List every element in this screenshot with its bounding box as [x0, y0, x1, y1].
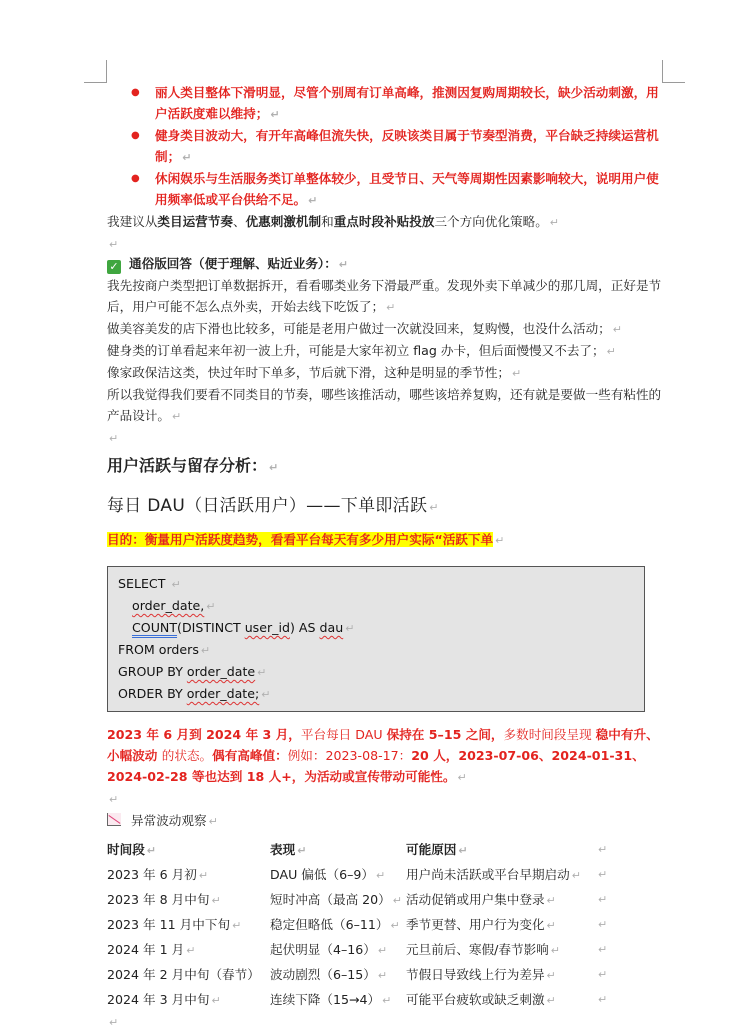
plain-line-4: 像家政保洁这类，快过年时下单多，节后就下滑，这种是明显的季节性； ↵ — [107, 365, 522, 380]
bullet-leisure: ● 休闲娱乐与生活服务类订单整体较少，且受节日、天气等周期性因素影响较大，说明用户使用频率低或平台供给不足。 ↵ — [107, 168, 667, 211]
document-page: ● 丽人类目整体下滑明显，尽管个别周有订单高峰，推测因复购周期较长，缺少活动刺激，用户活跃度难以维持； ↵ ● 健身类目波动大，有开年高峰但流失快，反映该类目属于节奏型消费，平台缺乏持续运营机制； ↵ ● 休闲娱乐与生活服务类订单整体较少，且受节日、天气等周期性因素影响较大，说明用户使用频率低或平台供给不足。 ↵ 我建议从类目运营节奏、优惠刺激机制和重点时段补贴投放三个方向优化策略。 ↵ ↵ ✓ 通俗版回答（便于理解、贴近业务）： ↵ 我先按商户类型把订单数据拆开，看看哪类业务下滑最严重。发现外卖下单减少的那几周，正好是节后，用户可能不怎么点外卖，开始去线下吃饭了； ↵ 做美容美发的店下滑也比较多，可能是老用户做过一次就没回来，复购慢，也没什么活动； ↵ 健身类的订单看起来年初一波上升，可能是大家年初立 flag 办卡，但后面慢慢又不去了； ↵ 像家政保洁这类，快过年时下单多，节后就下滑，这种是明显的季节性； ↵ 所以我觉得我们要看不同类目的节奏，哪些该推活动，哪些该培养复购，还有就是要做一些有粘性的产品设计。 ↵ ↵ 用户活跃与留存分析： ↵ 每日 DAU（日活跃用户）——下单即活跃 ↵ 目的：衡量用户活跃度趋势，看看平台每天有多少用户实际“活跃下单 ↵ SELECT ↵ order_date, ↵ COUNT(DISTINCT user_id) AS dau ↵ FROM orders ↵ GROUP BY order_date ↵ ORDER BY order_date; ↵ 2023 年 6 月到 2024 年 3 月，平台每日 DAU 保持在 5–15 之间，多数时间段呈现 稳中有升、小幅波动 的状态。偶有高峰值：例如：2023-08-17：20 人，2023-07-06、2024-01-31、2024-02-28 等也达到 18 人+，为活动或宣传带动可能性。 ↵ ↵ 异常波动观察 ↵ 时间段 ↵ 表现 ↵ 可能原因 ↵ ↵ 2023 年 6 月初 ↵ DAU 偏低（6–9） ↵ 用户尚未活跃或平台早期启动 ↵ ↵ 2023 年 8 月中旬 ↵ 短时冲高（最高 20） ↵ 活动促销或用户集中登录 ↵ ↵ 2023 年 11 月中下旬 ↵ 稳定但略低（6–11） ↵ 季节更替、用户行为变化 ↵ ↵ 2024 年 1 月 ↵ 起伏明显（4–16） ↵ 元旦前后、寒假/春节影响 ↵ ↵ 2024 年 2 月中旬（春节） 波动剧烈（6–15） ↵ 节假日导致线上行为差异 ↵ ↵ 2024 年 3 月中旬 ↵ 连续下降（15→4） ↵ 可能平台疲软或缺乏刺激 ↵ ↵ ↵ — [107, 82, 667, 1031]
sql-line-4: FROM orders ↵ — [118, 642, 211, 657]
table-row: 2024 年 3 月中旬 ↵ 连续下降（15→4） ↵ 可能平台疲软或缺乏刺激 ↵ ↵ — [107, 992, 608, 1007]
plain-line-1: 我先按商户类型把订单数据拆开，看看哪类业务下滑最严重。发现外卖下单减少的那几周，正好是节后，用户可能不怎么点外卖，开始去线下吃饭了； ↵ — [107, 278, 662, 314]
page-corner-top-left — [84, 60, 107, 83]
sql-line-3: COUNT(DISTINCT user_id) AS dau ↵ — [132, 620, 355, 635]
section-title: 用户活跃与留存分析： ↵ — [107, 456, 279, 475]
table-row: 2023 年 8 月中旬 ↵ 短时冲高（最高 20） ↵ 活动促销或用户集中登录 ↵ ↵ — [107, 892, 608, 907]
plain-line-3: 健身类的订单看起来年初一波上升，可能是大家年初立 flag 办卡，但后面慢慢又不去了； ↵ — [107, 343, 616, 358]
table-row: 2023 年 6 月初 ↵ DAU 偏低（6–9） ↵ 用户尚未活跃或平台早期启动 ↵ ↵ — [107, 867, 608, 882]
anomaly-heading: 异常波动观察 ↵ — [107, 810, 667, 832]
sql-line-6: ORDER BY order_date; ↵ — [118, 686, 271, 701]
anomaly-table — [107, 836, 616, 1011]
sql-line-5: GROUP BY order_date ↵ — [118, 664, 267, 679]
plain-answer-heading: ✓ 通俗版回答（便于理解、贴近业务）： ↵ — [107, 253, 667, 275]
page-corner-top-right — [662, 60, 685, 83]
sql-code-block — [107, 566, 645, 712]
table-row: 2023 年 11 月中下旬 ↵ 稳定但略低（6–11） ↵ 季节更替、用户行为变化 ↵ ↵ — [107, 917, 608, 932]
plain-line-2: 做美容美发的店下滑也比较多，可能是老用户做过一次就没回来，复购慢，也没什么活动； ↵ — [107, 321, 622, 336]
suggestion-paragraph: 我建议从类目运营节奏、优惠刺激机制和重点时段补贴投放三个方向优化策略。 ↵ — [107, 214, 559, 229]
category-bullet-list — [107, 82, 667, 211]
table-row: 2024 年 2 月中旬（春节） 波动剧烈（6–15） ↵ 节假日导致线上行为差异 ↵ ↵ — [107, 967, 608, 982]
bullet-fitness: ● 健身类目波动大，有开年高峰但流失快，反映该类目属于节奏型消费，平台缺乏持续运营机制； ↵ — [107, 125, 667, 168]
chart-down-icon — [107, 813, 121, 826]
check-mark-icon: ✓ — [107, 260, 121, 274]
sql-line-1: SELECT ↵ — [118, 576, 181, 591]
dau-title: 每日 DAU（日活跃用户）——下单即活跃 ↵ — [107, 496, 439, 516]
bullet-beauty: ● 丽人类目整体下滑明显，尽管个别周有订单高峰，推测因复购周期较长，缺少活动刺激，用户活跃度难以维持； ↵ — [107, 82, 667, 125]
sql-line-2: order_date, ↵ — [132, 598, 216, 613]
dau-summary: 2023 年 6 月到 2024 年 3 月，平台每日 DAU 保持在 5–15 之间，多数时间段呈现 稳中有升、小幅波动 的状态。偶有高峰值：例如：2023-08-17：20 人，2023-07-06、2024-01-31、2024-02-28 等也达到 18 人+，为活动或宣传带动可能性。 ↵ — [107, 727, 659, 784]
plain-line-5: 所以我觉得我们要看不同类目的节奏，哪些该推活动，哪些该培养复购，还有就是要做一些有粘性的产品设计。 ↵ — [107, 387, 662, 423]
purpose-line: 目的：衡量用户活跃度趋势，看看平台每天有多少用户实际“活跃下单 ↵ — [107, 532, 505, 547]
table-row: 2024 年 1 月 ↵ 起伏明显（4–16） ↵ 元旦前后、寒假/春节影响 ↵ ↵ — [107, 942, 608, 957]
table-header-row: 时间段 ↵ 表现 ↵ 可能原因 ↵ ↵ — [107, 842, 608, 857]
